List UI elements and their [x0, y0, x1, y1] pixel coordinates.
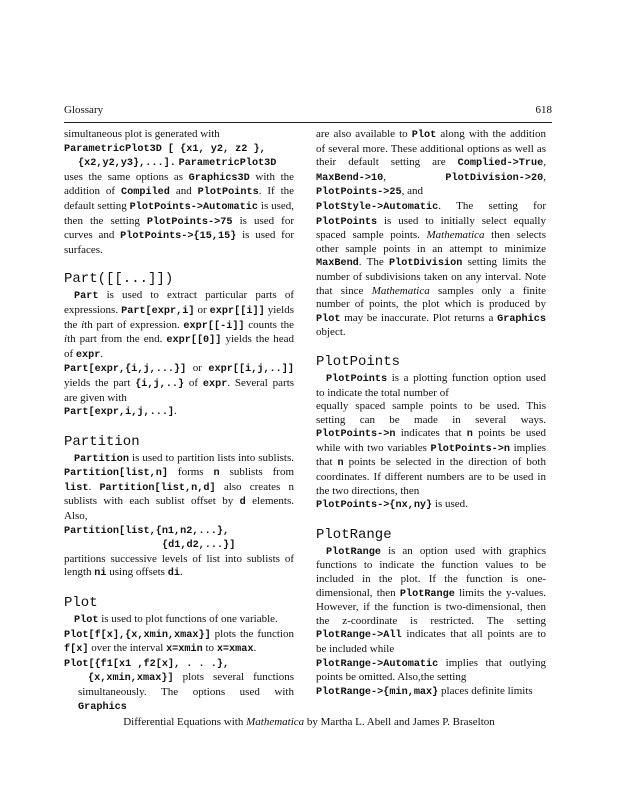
right-column — [316, 128, 546, 699]
plot-paragraph: Plot is used to plot functions of one variable. Plot[f[x],{x,xmin,xmax}] plots the function f[x] over the interval x=xmin to x=xmax. Plot[{f1[x1 ,f2[x], . . .}, {x,xmin,xmax}] plots several functions simultaneously. The options used with Graphics — [64, 613, 295, 713]
plotrange-heading: PlotRange — [316, 526, 392, 543]
plot-heading: Plot — [64, 595, 98, 612]
partition-heading: Partition — [64, 433, 140, 450]
plotpoints-heading: PlotPoints — [316, 353, 401, 370]
left-column — [64, 128, 294, 714]
page-header — [64, 104, 552, 116]
page-footer: Differential Equations with Mathematica by Martha L. Abell and James P. Braselton — [123, 716, 495, 728]
plotrange-paragraph: PlotRange is an option used with graphics functions to indicate the function values to be included in the plot. If the function is one-dimensional, then PlotRange limits the y-values. However, if the function is two-dimensional, then the z-coordinate is restricted. The setting PlotRange->All indicates that all points are to be included while PlotRange->Automatic implies that outlying points be omitted. Also,the setting PlotRange->{min,max} places definite limits — [316, 544, 547, 698]
plotpoints-paragraph: PlotPoints is a plotting function option used to indicate the total number of equally spaced sample points to be used. This setting can be made in several ways. PlotPoints->n indicates that n points be used while with two variables PlotPoints->n implies that n points be selected in the direction of both coordinates. If different numbers are to be used in the two directions, then PlotPoints->{nx,ny} is used. — [316, 371, 547, 512]
header-rule — [64, 122, 552, 123]
part-paragraph: Part is used to extract particular parts of expressions. Part[expr,i] or expr[[i]] yields the ith part of expression. expr[[-i]] counts the ith part from the end. expr[[0]] yields the head of expr. Part[expr,{i,j,...}] or expr[[i,j,..]] yields the part {i,j,..} of expr. Several parts are given with Part[expr,i,j,...]. — [64, 289, 295, 419]
intro-paragraph: simultaneous plot is generated with ParametricPlot3D [ {x1, y2, z2 }, {x2,y2,y3},...]. ParametricPlot3D uses the same options as Graphics3D with the addition of Compiled and PlotPoints. If the default setting PlotPoints->Automatic is used, then the setting PlotPoints->75 is used for curves and PlotPoints->{15,15} is used for surfaces. — [64, 128, 295, 256]
partition-paragraph: Partition is used to partition lists into sublists. Partition[list,n] forms n sublists from list. Partition[list,n,d] also creates n sublists with each sublist offset by d elements. Also, Partition[list,{n1,n2,...}, {d1,d2,...}] partitions successive levels of list into sublists of length ni using offsets di. — [64, 451, 295, 580]
section-title: Glossary — [64, 104, 104, 116]
plot-continued-paragraph: are also available to Plot along with the addition of several more. These additional options as well as their default setting are Complied->True, MaxBend->10, PlotDivision->20, PlotPoints->25, and PlotStyle->Automatic. The setting for PlotPoints is used to initially select equally spaced sample points. Mathematica then selects other sample points in an attempt to minimize MaxBend. The PlotDivision setting limits the number of subdivisions taken on any interval. Note that since Mathematica samples only a finite number of points, the plot which is produced by Plot may be inaccurate. Plot returns a Graphics object. — [316, 128, 547, 339]
page-number: 618 — [535, 104, 552, 116]
part-heading: Part([[...]]) — [64, 271, 174, 288]
